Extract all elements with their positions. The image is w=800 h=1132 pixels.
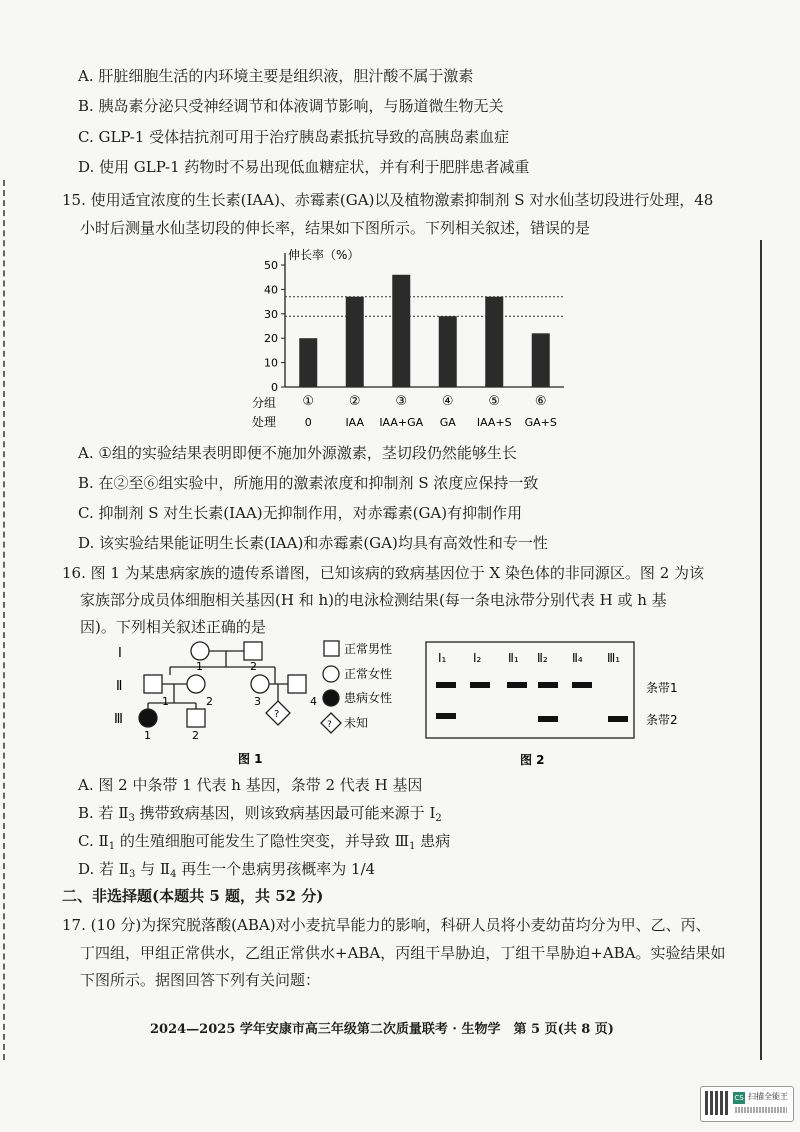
scanner-name: 扫描全能王 xyxy=(748,1092,788,1101)
scanner-watermark xyxy=(700,1086,794,1122)
pedigree-unknown-mark: ? xyxy=(274,709,280,720)
cs-logo-icon: CS xyxy=(734,1094,744,1102)
binding-dashed-line xyxy=(3,180,5,1060)
treatment-label-1: 0 xyxy=(304,416,312,429)
q16-stem-line3: 因)。下列相关叙述正确的是 xyxy=(80,618,266,636)
legend-normal-male: 正常男性 xyxy=(344,642,393,656)
pedigree-II4-male xyxy=(288,675,306,693)
pedigree-II2-female xyxy=(187,675,205,693)
group-label-6: ⑥ xyxy=(534,394,547,409)
q14-option-a: A. 肝脏细胞生活的内环境主要是组织液，胆汁酸不属于激素 xyxy=(78,67,474,85)
group-label-1: ① xyxy=(302,394,315,409)
gel-frame xyxy=(426,642,634,738)
lane-label-II1: Ⅱ₁ xyxy=(508,651,519,665)
legend-unknown-mark: ? xyxy=(327,720,332,730)
legend-normal-female: 正常女性 xyxy=(344,667,393,681)
q15-option-a: A. ①组的实验结果表明即便不施加外源激素，茎切段仍然能够生长 xyxy=(78,444,517,462)
treatment-label-3: IAA+GA xyxy=(379,416,424,429)
lane-label-III1: Ⅲ₁ xyxy=(607,651,621,665)
generation-III-label: Ⅲ xyxy=(114,712,123,727)
pedigree-III2-male xyxy=(187,709,205,727)
qr-code-icon xyxy=(705,1091,729,1115)
treatment-label-5: IAA+S xyxy=(476,416,512,429)
lane-label-I1: Ⅰ₁ xyxy=(438,651,447,665)
section2-title: 二、非选择题(本题共 5 题，共 52 分) xyxy=(62,887,324,905)
pedigree-num-II3: 3 xyxy=(254,695,261,708)
legend-affected-female: 患病女性 xyxy=(344,691,393,705)
band1-II4 xyxy=(572,682,592,688)
band1-II1 xyxy=(507,682,527,688)
pedigree-num-I2: 2 xyxy=(250,660,257,673)
q17-line2: 丁四组，甲组正常供水，乙组正常供水+ABA，丙组干旱胁迫，丁组干旱胁迫+ABA。实验结果如 xyxy=(80,944,726,962)
page-footer: 2024—2025 学年安康市高三年级第二次质量联考 · 生物学 第 5 页(共 8 页) xyxy=(150,1022,614,1037)
right-margin-rule xyxy=(760,240,762,1060)
q16-stem-line1: 16. 图 1 为某患病家族的遗传系谱图，已知该病的致病基因位于 X 染色体的非同源区。图 2 为该 xyxy=(62,564,705,582)
band1-I1 xyxy=(436,682,456,688)
pedigree-II1-male xyxy=(144,675,162,693)
q17-line3: 下图所示。据图回答下列有关问题： xyxy=(80,971,321,989)
q15-stem-line2: 小时后测量水仙茎切段的伸长率，结果如下图所示。下列相关叙述，错误的是 xyxy=(80,219,591,237)
pedigree-I1-female xyxy=(191,642,209,660)
group-row-label: 分组 xyxy=(252,396,277,410)
y-tick-label-5: 50 xyxy=(264,259,278,272)
band1-I2 xyxy=(470,682,490,688)
bar-4 xyxy=(439,316,457,387)
q15-option-d: D. 该实验结果能证明生长素(IAA)和赤霉素(GA)均具有高效性和专一性 xyxy=(78,534,548,552)
bar-2 xyxy=(346,297,364,387)
electrophoresis-figure xyxy=(420,640,700,775)
q16-option-d: D. 若 $Ⅱ_3$ 与 $Ⅱ_4$ 再生一个患病男孩概率为 1/4 xyxy=(78,860,376,880)
legend-affected-female-icon xyxy=(323,690,339,706)
pedigree-figure xyxy=(110,635,410,775)
legend-female-icon xyxy=(323,666,339,682)
legend-unknown: 未知 xyxy=(344,716,369,730)
treatment-row-label: 处理 xyxy=(252,415,277,429)
band1-II2 xyxy=(538,682,558,688)
lane-label-II4: Ⅱ₄ xyxy=(572,651,583,665)
band2-II2 xyxy=(538,716,558,722)
lane-label-I2: Ⅰ₂ xyxy=(473,651,482,665)
pedigree-num-I1: 1 xyxy=(196,660,203,673)
bar-5 xyxy=(485,297,503,387)
y-axis-label: 伸长率（%） xyxy=(288,248,360,262)
group-label-2: ② xyxy=(348,394,361,409)
group-label-5: ⑤ xyxy=(488,394,501,409)
treatment-label-2: IAA xyxy=(345,416,365,429)
pedigree-num-II1: 1 xyxy=(162,695,169,708)
generation-II-label: Ⅱ xyxy=(116,679,123,694)
figure2-caption: 图 2 xyxy=(520,753,545,767)
q14-option-d: D. 使用 GLP-1 药物时不易出现低血糖症状，并有利于肥胖患者减重 xyxy=(78,158,530,176)
pedigree-num-II2: 2 xyxy=(206,695,213,708)
band2-III1 xyxy=(608,716,628,722)
q14-option-c: C. GLP-1 受体拮抗剂可用于治疗胰岛素抵抗导致的高胰岛素血症 xyxy=(78,128,510,146)
q15-option-c: C. 抑制剂 S 对生长素(IAA)无抑制作用，对赤霉素(GA)有抑制作用 xyxy=(78,504,523,522)
generation-I-label: Ⅰ xyxy=(118,646,122,661)
q16-option-b: B. 若 $Ⅱ_3$ 携带致病基因，则该致病基因最可能来源于 $Ⅰ_2$ xyxy=(78,804,442,824)
q15-stem-line1: 15. 使用适宜浓度的生长素(IAA)、赤霉素(GA)以及植物激素抑制剂 S 对水仙茎切段进行处理，48 xyxy=(62,191,714,209)
scanner-fine-print xyxy=(735,1107,787,1113)
bar-6 xyxy=(532,333,550,387)
treatment-label-6: GA+S xyxy=(524,416,557,429)
bar-3 xyxy=(392,275,410,387)
q16-option-c: C. $Ⅱ_1$ 的生殖细胞可能发生了隐性突变，并导致 $Ⅲ_1$ 患病 xyxy=(78,832,451,852)
group-label-4: ④ xyxy=(441,394,454,409)
y-tick-label-0: 0 xyxy=(271,381,278,394)
q17-line1: 17. (10 分)为探究脱落酸(ABA)对小麦抗旱能力的影响，科研人员将小麦幼苗均分为甲、乙、丙、 xyxy=(62,916,711,934)
pedigree-II3-female xyxy=(251,675,269,693)
q14-option-b: B. 胰岛素分泌只受神经调节和体液调节影响，与肠道微生物无关 xyxy=(78,97,504,115)
y-tick-label-4: 40 xyxy=(264,283,278,297)
legend-male-icon xyxy=(324,641,339,656)
q16-option-a: A. 图 2 中条带 1 代表 h 基因，条带 2 代表 H 基因 xyxy=(78,776,423,794)
figure1-caption: 图 1 xyxy=(238,752,263,766)
pedigree-num-II4: 4 xyxy=(310,695,317,708)
elongation-bar-chart xyxy=(240,240,570,435)
y-tick-label-2: 20 xyxy=(264,332,278,346)
group-label-3: ③ xyxy=(395,394,408,409)
pedigree-num-III2: 2 xyxy=(192,729,199,742)
treatment-label-4: GA xyxy=(439,416,456,429)
q15-option-b: B. 在②至⑥组实验中，所施用的激素浓度和抑制剂 S 浓度应保持一致 xyxy=(78,474,539,492)
q16-stem-line2: 家族部分成员体细胞相关基因(H 和 h)的电泳检测结果(每一条电泳带分别代表 H 或 h 基 xyxy=(80,591,667,609)
lane-label-II2: Ⅱ₂ xyxy=(537,651,548,665)
band1-label: 条带1 xyxy=(646,681,678,695)
band2-I1 xyxy=(436,713,456,719)
pedigree-III1-affected-female xyxy=(139,709,157,727)
bar-1 xyxy=(299,338,317,387)
band2-label: 条带2 xyxy=(646,713,678,727)
pedigree-num-III1: 1 xyxy=(144,729,151,742)
pedigree-I2-male xyxy=(244,642,262,660)
y-tick-label-1: 10 xyxy=(264,356,278,370)
y-tick-label-3: 30 xyxy=(264,307,278,321)
